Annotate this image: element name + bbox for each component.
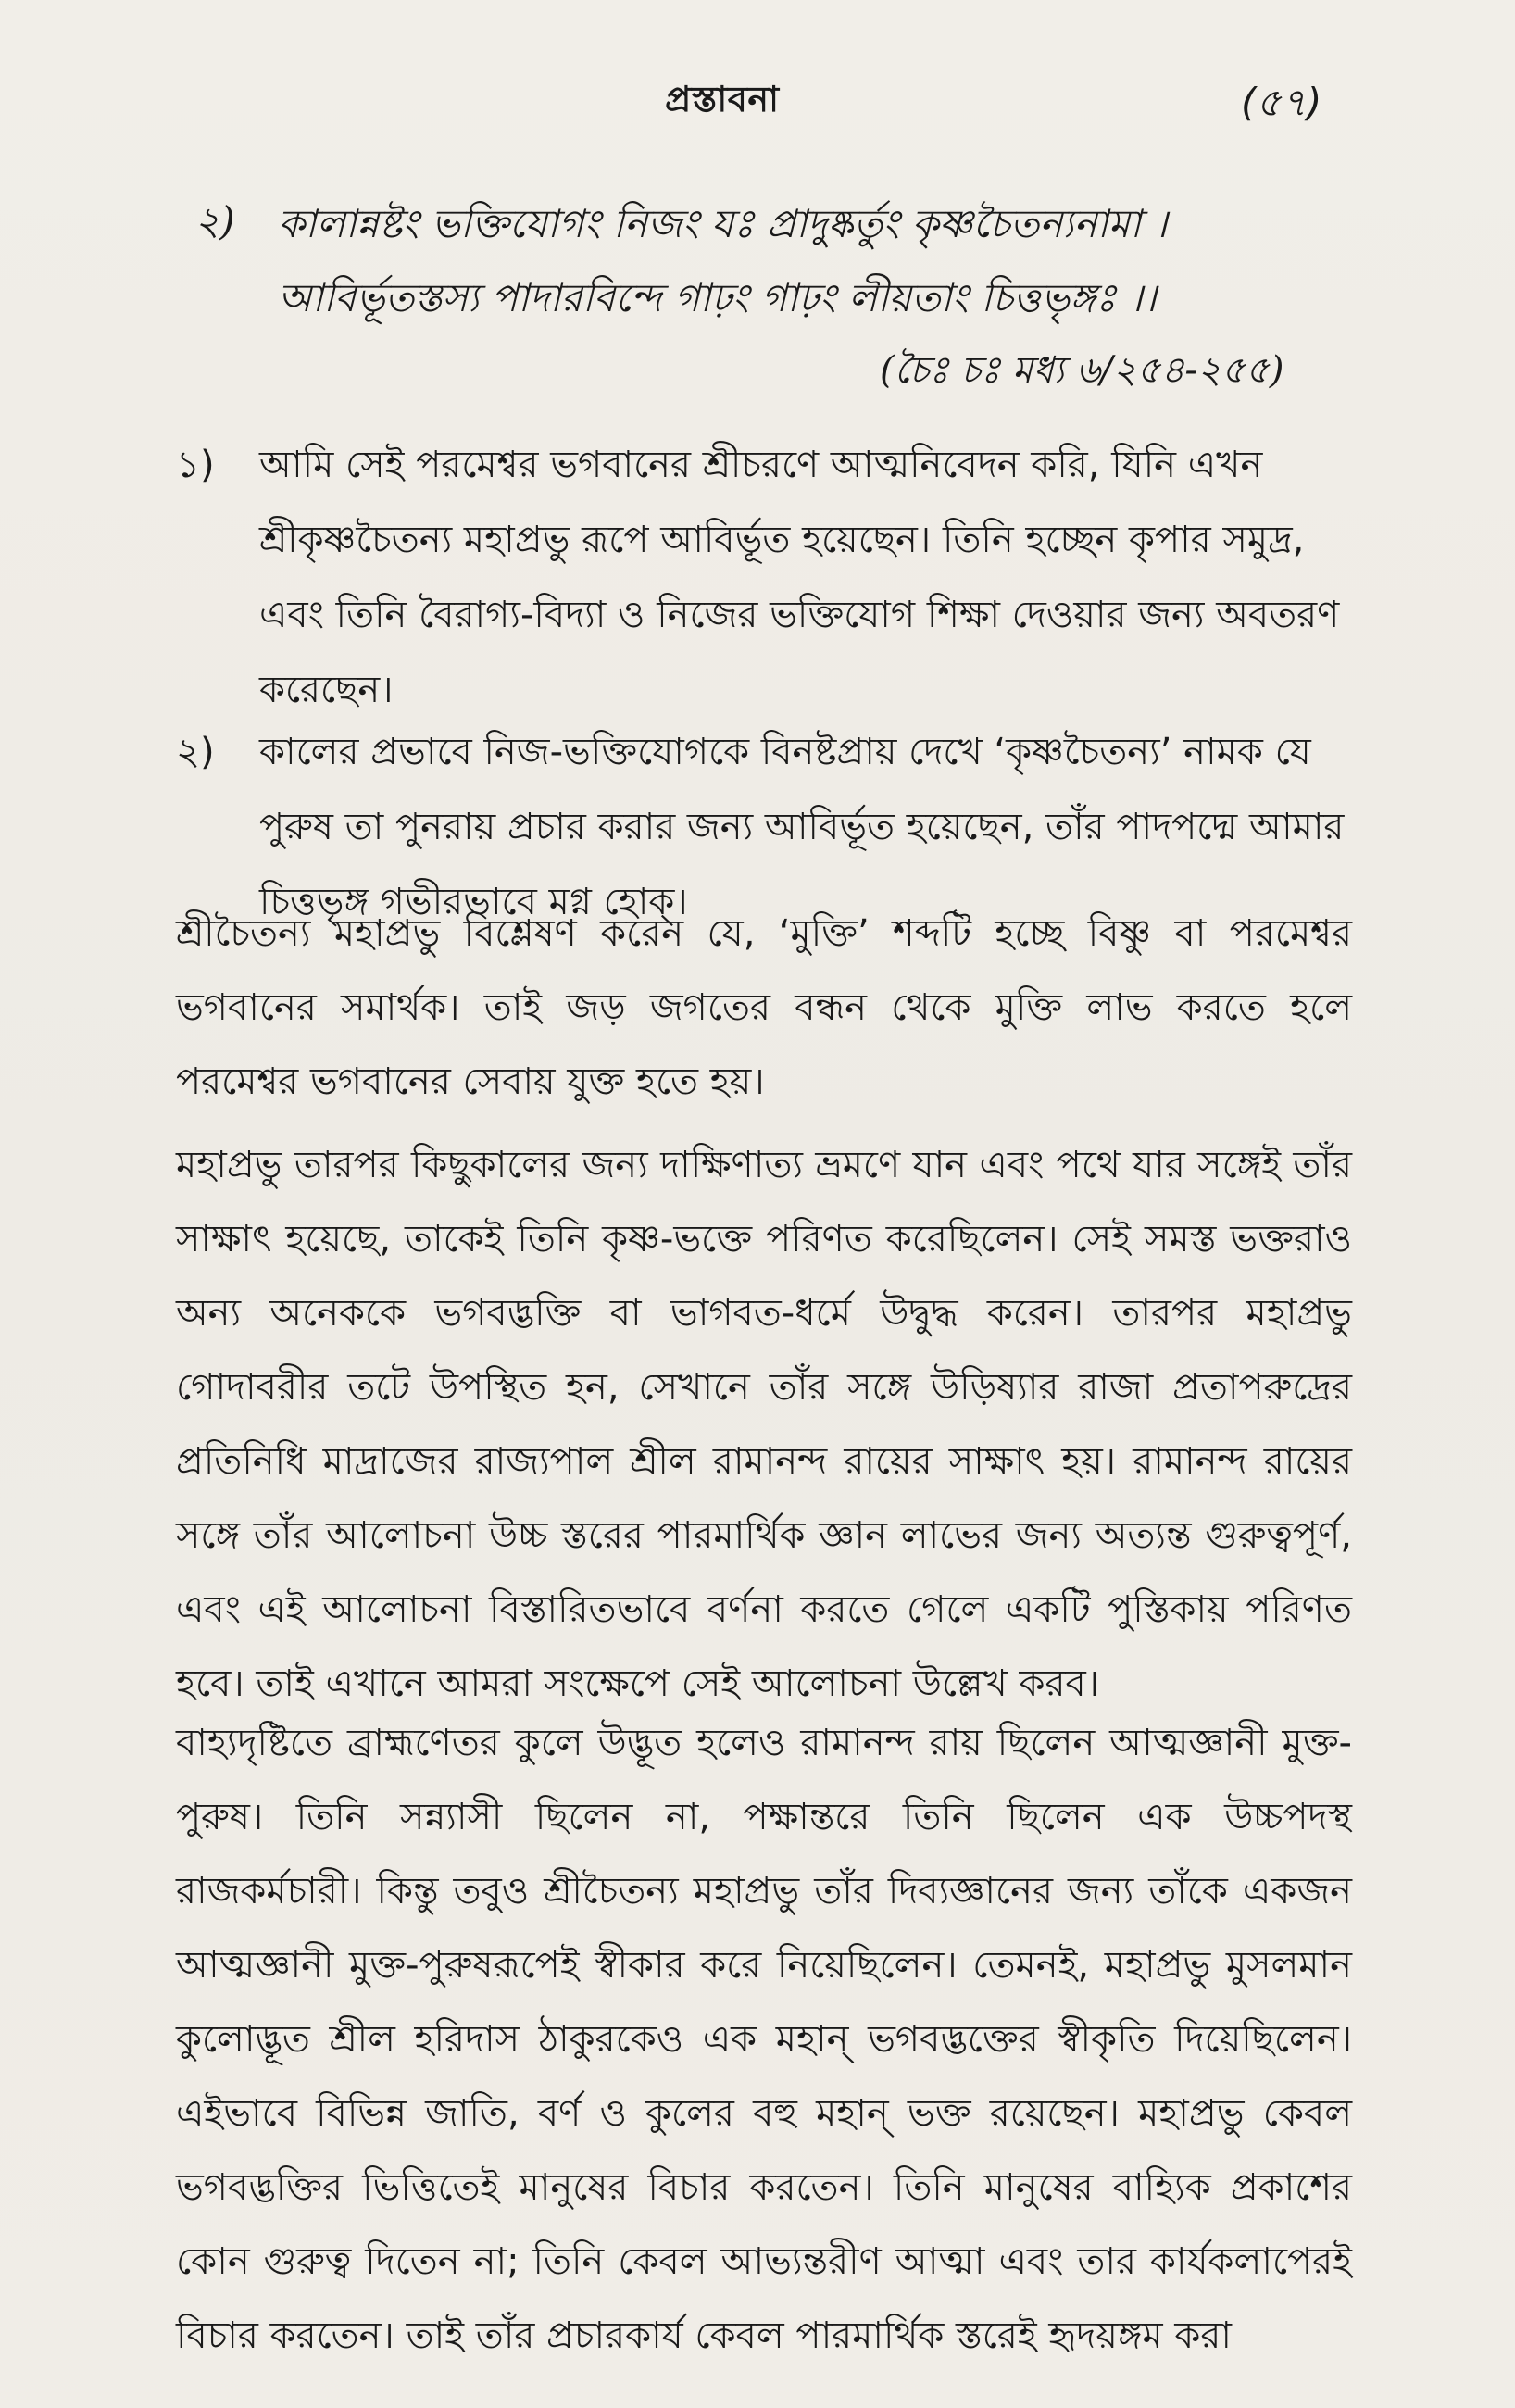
- paragraph-3: বাহ্যদৃষ্টিতে ব্রাহ্মণেতর কুলে উদ্ভূত হলেও রামানন্দ রায় ছিলেন আত্মজ্ঞানী মুক্ত-পুরুষ। তিনি সন্ন্যাসী ছিলেন না, পক্ষান্তরে তিনি ছিলেন এক উচ্চপদস্থ রাজকর্মচারী। কিন্তু তবুও শ্রীচৈতন্য মহাপ্রভু তাঁর দিব্যজ্ঞানের জন্য তাঁকে একজন আত্মজ্ঞানী মুক্ত-পুরুষরূপেই স্বীকার করে নিয়েছিলেন। তেমনই, মহাপ্রভু মুসলমান কুলোদ্ভূত শ্রীল হরিদাস ঠাকুরকেও এক মহান্ ভগবদ্ভক্তের স্বীকৃতি দিয়েছিলেন। এইভাবে বিভিন্ন জাতি, বর্ণ ও কুলের বহু মহান্ ভক্ত রয়েছেন। মহাপ্রভু কেবল ভগবদ্ভক্তির ভিত্তিতেই মানুষের বিচার করতেন। তিনি মানুষের বাহ্যিক প্রকাশের কোন গুরুত্ব দিতেন না; তিনি কেবল আভ্যন্তরীণ আত্মা এবং তার কার্যকলাপেরই বিচার করতেন। তাই তাঁর প্রচারকার্য কেবল পারমার্থিক স্তরেই হৃদয়ঙ্গম করা: [176, 1722, 1352, 2357]
- paragraph-1: শ্রীচৈতন্য মহাপ্রভু বিশ্লেষণ করেন যে, ‘মুক্তি’ শব্দটি হচ্ছে বিষ্ণু বা পরমেশ্বর ভগবানের সমার্থক। তাই জড় জগতের বন্ধন থেকে মুক্তি লাভ করতে হলে পরমেশ্বর ভগবানের সেবায় যুক্ত হতে হয়।: [176, 912, 1352, 1103]
- verse-line-1: কালান্নষ্টং ভক্তিযোগং নিজং যঃ প্রাদুষ্কর্তুং কৃষ্ণচৈতন্যনামা ।: [278, 201, 1168, 246]
- verse-number: ২): [194, 198, 235, 244]
- translation-number: ২): [176, 731, 215, 773]
- translation-text: কালের প্রভাবে নিজ-ভক্তিযোগকে বিনষ্টপ্রায় দেখে ‘কৃষ্ণচৈতন্য’ নামক যে পুরুষ তা পুনরায় প্রচার করার জন্য আবির্ভূত হয়েছেন, তাঁর পাদপদ্মে আমার চিত্তভৃঙ্গ গভীরভাবে মগ্ন হোক্।: [259, 731, 1345, 923]
- paragraph-2: মহাপ্রভু তারপর কিছুকালের জন্য দাক্ষিণাত্য ভ্রমণে যান এবং পথে যার সঙ্গেই তাঁর সাক্ষাৎ হয়েছে, তাকেই তিনি কৃষ্ণ-ভক্তে পরিণত করেছিলেন। সেই সমস্ত ভক্তরাও অন্য অনেককে ভগবদ্ভক্তি বা ভাগবত-ধর্মে উদ্বুদ্ধ করেন। তারপর মহাপ্রভু গোদাবরীর তটে উপস্থিত হন, সেখানে তাঁর সঙ্গে উড়িষ্যার রাজা প্রতাপরুদ্রের প্রতিনিধি মাদ্রাজের রাজ্যপাল শ্রীল রামানন্দ রায়ের সাক্ষাৎ হয়। রামানন্দ রায়ের সঙ্গে তাঁর আলোচনা উচ্চ স্তরের পারমার্থিক জ্ঞান লাভের জন্য অত্যন্ত গুরুত্বপূর্ণ, এবং এই আলোচনা বিস্তারিতভাবে বর্ণনা করতে গেলে একটি পুস্তিকায় পরিণত হবে। তাই এখানে আমরা সংক্ষেপে সেই আলোচনা উল্লেখ করব।: [176, 1144, 1352, 1705]
- translation-text: আমি সেই পরমেশ্বর ভগবানের শ্রীচরণে আত্মনিবেদন করি, যিনি এখন শ্রীকৃষ্ণচৈতন্য মহাপ্রভু রূপে আবির্ভূত হয়েছেন। তিনি হচ্ছেন কৃপার সমুদ্র, এবং তিনি বৈরাগ্য-বিদ্যা ও নিজের ভক্তিযোগ শিক্ষা দেওয়ার জন্য অবতরণ করেছেন।: [259, 444, 1340, 711]
- page-number: (৫৭): [1241, 80, 1322, 125]
- page-header: [0, 72, 1515, 137]
- verse-line-2: আবির্ভূতস্তস্য পাদারবিন্দে গাঢ়ং গাঢ়ং লীয়তাং চিত্তভৃঙ্গঃ ।।: [278, 275, 1157, 320]
- verse-reference: (চৈঃ চঃ মধ্য ৬/২৫৪-২৫৫): [880, 349, 1284, 392]
- running-title: প্রস্তাবনা: [665, 79, 780, 119]
- translation-item-1: [176, 428, 1352, 728]
- translation-number: ১): [176, 444, 215, 486]
